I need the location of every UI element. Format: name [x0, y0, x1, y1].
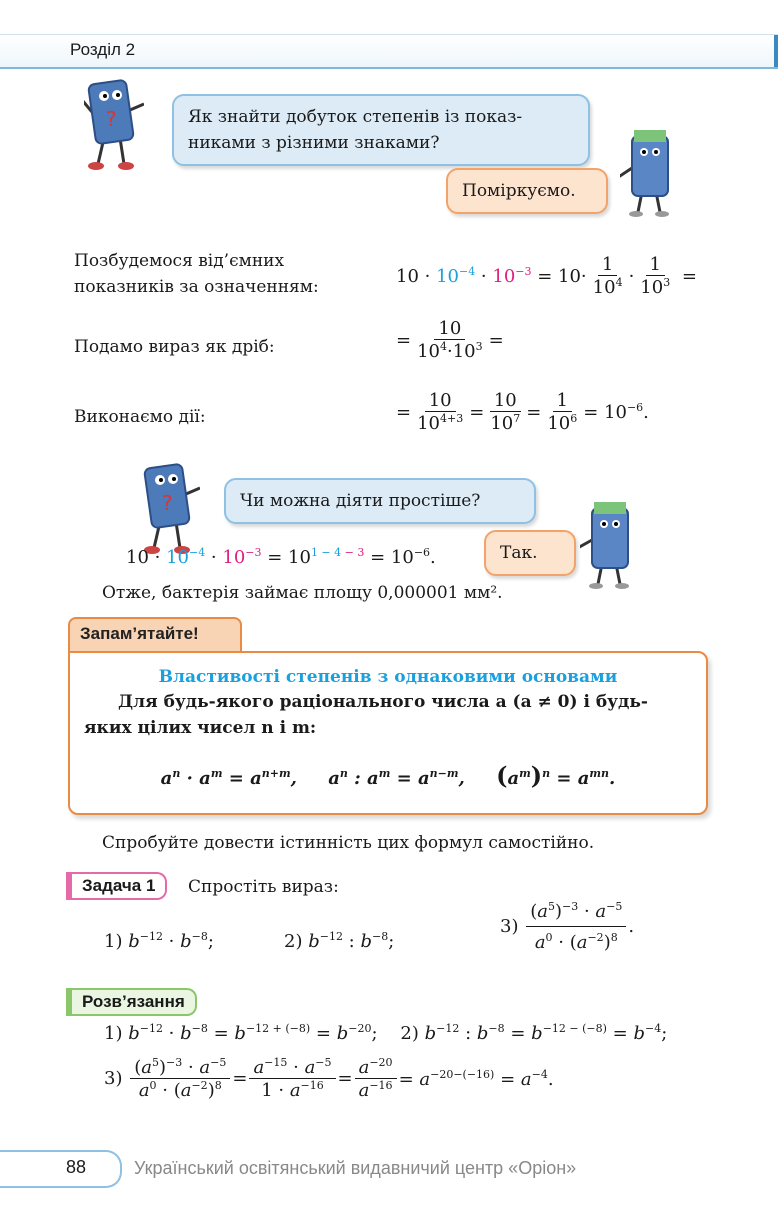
- robot-answer-icon: [620, 122, 680, 220]
- robot-question-icon-2: [140, 460, 200, 558]
- publisher-text: Український освітянський видавничий центр «Оріон»: [134, 1158, 577, 1178]
- step2-formula: = $\frac{10}{10^4\cdot 10^3}$ =: [396, 318, 504, 362]
- task-item-3: 3) $\frac{(a^5)^{-3} \cdot a^{-5}}{a^0 \cdot (a^{-2})^8}$ .: [500, 900, 635, 953]
- step1-formula: 10 · $10^{-4}$ · $10^{-3}$ = 10· $\frac{1}{10^4}$ · $\frac{1}{10^3}$ =: [396, 254, 698, 298]
- remember-tab: [68, 617, 242, 653]
- step3-formula: = $\frac{10}{10^{4+3}}$ = $\frac{10}{10^7}$ = $\frac{1}{10^6}$ = $10^{-6}$.: [396, 390, 649, 434]
- question-text-2: Чи можна діяти простіше?: [240, 491, 481, 511]
- question-bubble-1: [172, 94, 590, 166]
- answer-bubble-2: [484, 530, 576, 576]
- solution-line-3: 3) $\frac{(a^5)^{-3} \cdot a^{-5}}{a^0 \cdot (a^{-2})^8}$ = $\frac{a^{-15} \cdot a^{-5}}{1 \cdot a^{-16}}$ = $\frac{a^{-20}}{a^{-16}}$ = $a^{-20-(-16)} = a^{-4}$.: [104, 1056, 554, 1101]
- remember-rule: [70, 689, 706, 741]
- answer-text-2: Так.: [500, 543, 538, 563]
- step1-line2: показників за означенням:: [74, 277, 319, 297]
- svg-text:?: ?: [106, 107, 117, 131]
- power-rules-formula: $a^n \cdot a^m = a^{n+m}$, $a^n$ : $a^m = a^{n-m}$, $(a^m)^n = a^{mn}$.: [160, 761, 616, 790]
- remember-box: [68, 651, 708, 815]
- answer-text-1: Поміркуємо.: [462, 181, 576, 201]
- task-item-2: 2) $b^{-12}$ : $b^{-8}$;: [284, 930, 395, 952]
- header-edge: [774, 35, 778, 67]
- step1-text: [74, 248, 319, 300]
- question-bubble-2: [224, 478, 536, 524]
- remember-title: Властивості степенів з однаковими основами: [158, 667, 618, 687]
- solution-tag: Розв’язання: [66, 988, 197, 1016]
- task-tag: Задача 1: [66, 872, 167, 900]
- step2-text: Подамо вираз як дріб:: [74, 337, 275, 357]
- remember-line2: яких цілих чисел n і m:: [84, 718, 317, 738]
- robot-answer-icon-2: [580, 494, 640, 592]
- svg-text:?: ?: [162, 491, 173, 515]
- step3-text: Виконаємо дії:: [74, 407, 206, 427]
- question-line-2: никами з різними знаками?: [188, 133, 440, 153]
- robot-question-icon: [84, 76, 144, 174]
- conclusion-text: Отже, бактерія займає площу 0,000001 мм².: [102, 583, 503, 603]
- question-line-1: Як знайти добуток степенів із показ-: [188, 107, 523, 127]
- remember-tab-label: Запам’ятайте!: [80, 624, 199, 643]
- page-number: 88: [66, 1157, 87, 1177]
- step1-line1: Позбудемося від’ємних: [74, 251, 285, 271]
- remember-line1: Для будь-якого раціонального числа a (a ≠ 0) і будь-: [118, 692, 648, 712]
- footer-tab: [0, 1150, 122, 1188]
- shortcut-formula: $10 \cdot 10^{-4} \cdot 10^{-3} = 10^{1 - 4 - 3} = 10^{-6}$.: [126, 546, 436, 568]
- solution-line-1: 1) $b^{-12} \cdot b^{-8} = b^{-12 + (-8)} = b^{-20}$; 2) $b^{-12}$ : $b^{-8} = b^{-12 - (-8)} = b^{-4}$;: [104, 1022, 668, 1044]
- section-label: Розділ 2: [70, 40, 136, 59]
- try-text: Спробуйте довести істинність цих формул самостійно.: [102, 833, 595, 853]
- task-item-1: 1) $b^{-12} \cdot b^{-8}$;: [104, 930, 214, 952]
- task-prompt: Спростіть вираз:: [188, 877, 339, 897]
- answer-bubble-1: [446, 168, 608, 214]
